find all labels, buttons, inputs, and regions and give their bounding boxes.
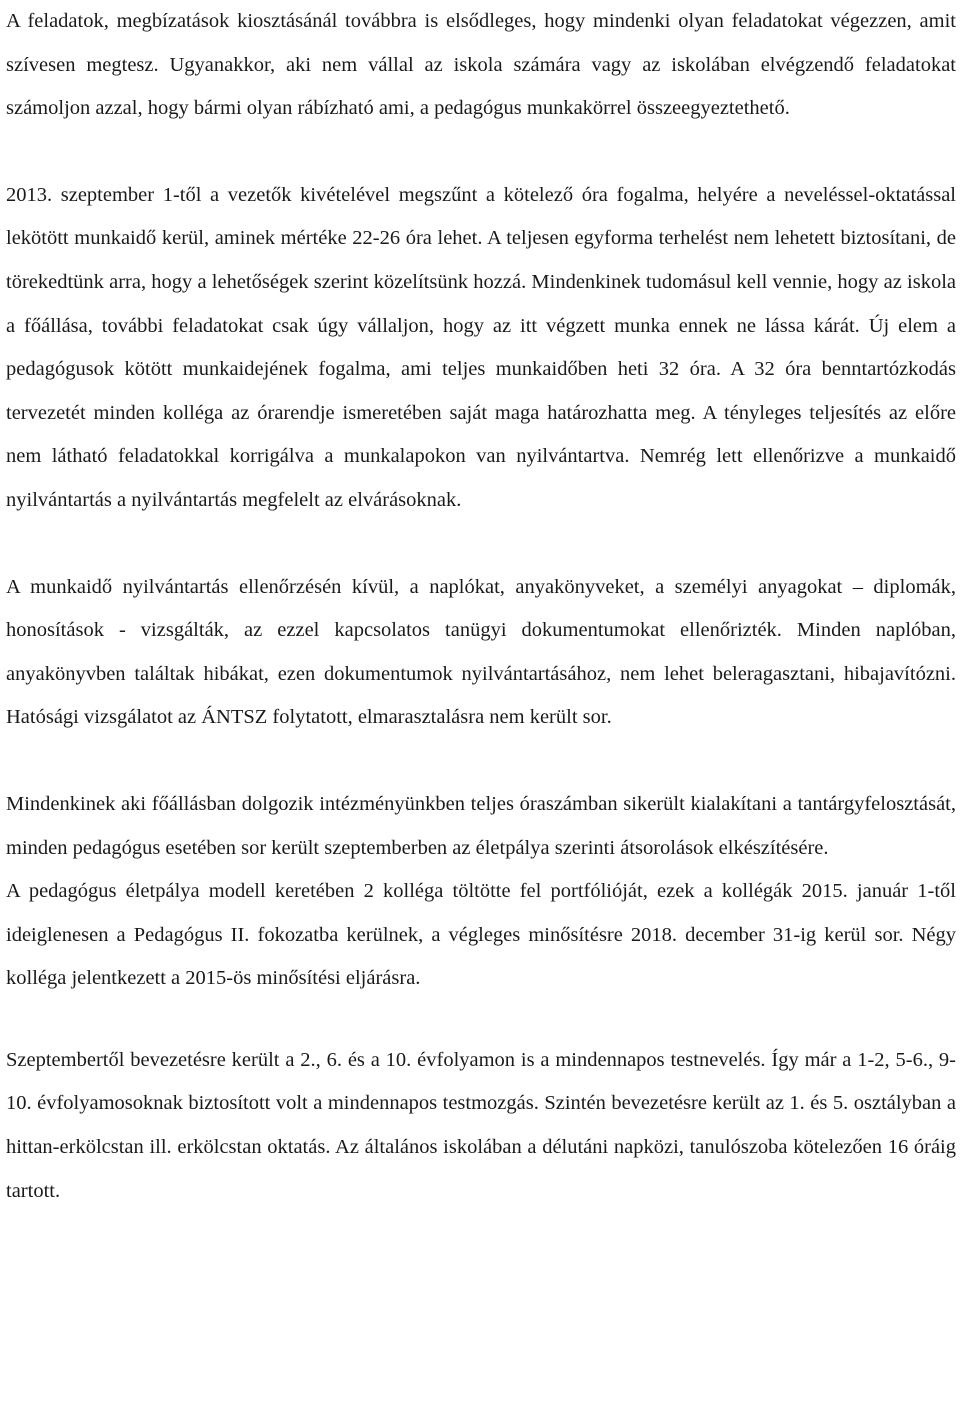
- paragraph-inspection: A munkaidő nyilvántartás ellenőrzésén kívül, a naplókat, anyakönyveket, a személyi anyagokat – diplomák, honosítások - vizsgálták, az ezzel kapcsolatos tanügyi dokumentumokat ellenőrizték. Minden naplóban, anyakönyvben találtak hibákat, ezen dokumentumok nyilvántartásához, nem lehet beleragasztani, hibajavítózni. Hatósági vizsgálatot az ÁNTSZ folytatott, elmarasztalásra nem került sor.: [6, 575, 956, 729]
- paragraph-physical-education: Szeptembertől bevezetésre került a 2., 6. és a 10. évfolyamon is a mindennapos testnevelés. Így már a 1-2, 5-6., 9-10. évfolyamosoknak biztosított volt a mindennapos testmozgás. Szintén bevezetésre került az 1. és 5. osztályban a hittan-erkölcstan ill. erkölcstan oktatás. Az általános iskolában a délutáni napközi, tanulószoba kötelezően 16 óráig tartott.: [6, 1048, 956, 1202]
- paragraph-working-time: 2013. szeptember 1-től a vezetők kivételével megszűnt a kötelező óra fogalma, helyére a neveléssel-oktatással lekötött munkaidő kerül, aminek mértéke 22-26 óra lehet. A teljesen egyforma terhelést nem lehetett biztosítani, de törekedtünk arra, hogy a lehetőségek szerint közelítsünk hozzá. Mindenkinek tudomásul kell vennie, hogy az iskola a főállása, további feladatokat csak úgy vállaljon, hogy az itt végzett munka ennek ne lássa kárát. Új elem a pedagógusok kötött munkaidejének fogalma, ami teljes munkaidőben heti 32 óra. A 32 óra benntartózkodás tervezetét minden kolléga az órarendje ismeretében saját maga határozhatta meg. A tényleges teljesítés az előre nem látható feladatokkal korrigálva a munkalapokon van nyilvántartva. Nemrég lett ellenőrizve a munkaidő nyilvántartás a nyilvántartás megfelelt az elvárásoknak.: [6, 183, 956, 511]
- paragraph-spacer: [6, 1001, 956, 1039]
- paragraph-staffing: Mindenkinek aki főállásban dolgozik intézményünkben teljes óraszámban sikerült kialakítani a tantárgyfelosztását, minden pedagógus esetében sor került szeptemberben az életpálya szerinti átsorolások elkészítésére.: [6, 792, 956, 859]
- paragraph-spacer: [6, 131, 956, 174]
- paragraph-spacer: [6, 740, 956, 783]
- paragraph-spacer: [6, 523, 956, 566]
- document-page: [6, 0, 956, 1213]
- paragraph-career-model: A pedagógus életpálya modell keretében 2 kolléga töltötte fel portfólióját, ezek a kollégák 2015. január 1-től ideiglenesen a Pedagógus II. fokozatba kerülnek, a végleges minősítésre 2018. december 31-ig kerül sor. Négy kolléga jelentkezett a 2015-ös minősítési eljárásra.: [6, 880, 956, 990]
- paragraph-task-assignment: A feladatok, megbízatások kiosztásánál továbbra is elsődleges, hogy mindenki olyan feladatokat végezzen, amit szívesen megtesz. Ugyanakkor, aki nem vállal az iskola számára vagy az iskolában elvégzendő feladatokat számoljon azzal, hogy bármi olyan rábízható ami, a pedagógus munkakörrel összeegyeztethető.: [6, 10, 956, 120]
